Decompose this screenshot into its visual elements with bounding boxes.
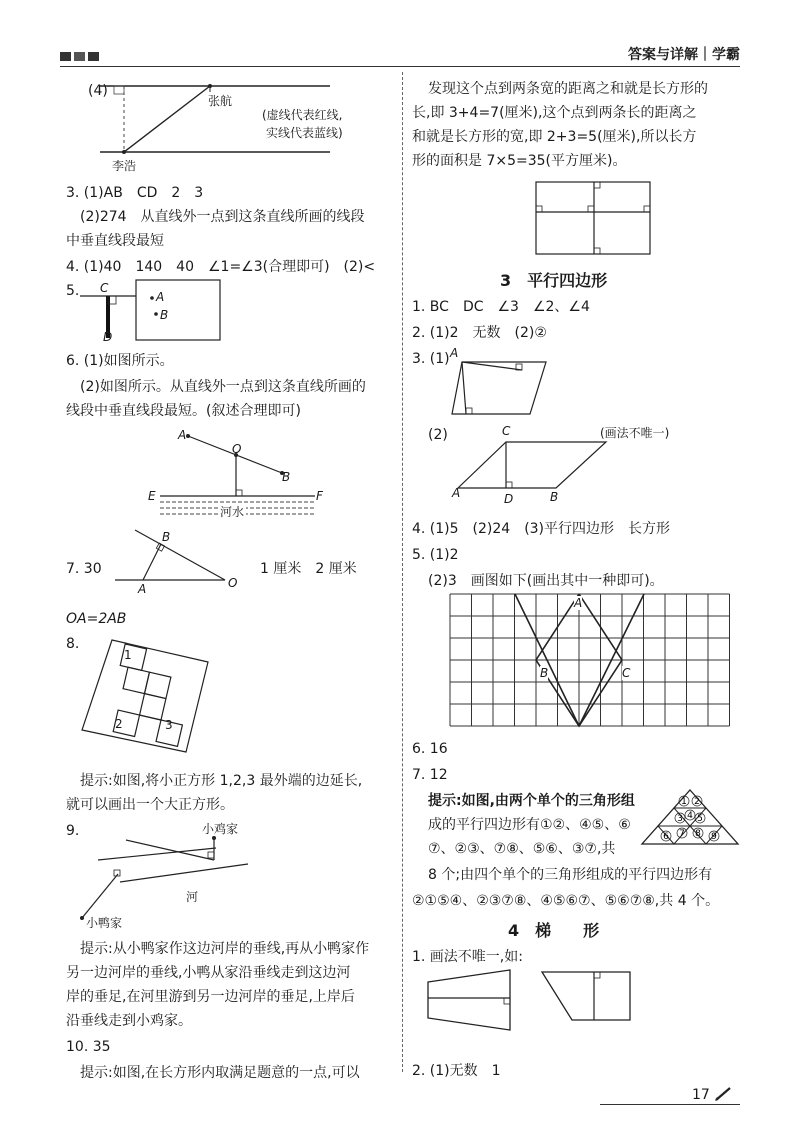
q7-label-b: B — [162, 530, 171, 544]
footer-rule — [600, 1104, 740, 1105]
section-4-title: 4 梯 形 — [508, 921, 600, 940]
r7-triangle — [640, 788, 740, 848]
cont-line2: 长,即 3+4=7(厘米),这个点到两条长的距离之 — [412, 105, 697, 121]
q6-label-b: B — [282, 470, 291, 484]
t1: 1. 画法不唯一,如: — [412, 949, 523, 965]
column-divider — [402, 72, 403, 1072]
tri-number: 5 — [697, 814, 703, 824]
r7-num: 7. 12 — [412, 767, 448, 783]
r7-hint1: 提示:如图,由两个单个的三角形组 — [428, 793, 635, 809]
q9-hint4: 沿垂线走到小鸡家。 — [66, 1013, 192, 1029]
r2: 2. (1)2 无数 (2)② — [412, 325, 547, 341]
q9-hint1: 提示:从小鸭家作这边河岸的垂线,再从小鸭家作 — [80, 941, 370, 957]
q7-figure — [115, 530, 245, 590]
r5-line1: 5. (1)2 — [412, 547, 459, 563]
r3-para2 — [456, 438, 616, 498]
pencil-icon — [714, 1086, 734, 1102]
q3-line3: 中垂直线段最短 — [66, 233, 164, 249]
q7-label-a: A — [138, 582, 147, 596]
r3-note: (画法不唯一) — [600, 426, 670, 440]
r5-label-a: A — [574, 596, 583, 610]
r3-label-a2: A — [452, 486, 461, 500]
rect-figure — [534, 180, 654, 260]
q10-num: 10. 35 — [66, 1039, 111, 1055]
q9-hint2: 另一边河岸的垂线,小鸭从家沿垂线走到这边河 — [66, 965, 351, 981]
trapezoid-2 — [540, 970, 640, 1030]
q6-label-o: O — [232, 442, 242, 456]
q5-label-c: C — [100, 281, 109, 295]
tri-number: 8 — [695, 829, 701, 839]
q5-num: 5. — [66, 283, 80, 299]
r5-line2: (2)3 画图如下(画出其中一种即可)。 — [428, 573, 664, 589]
q8-square-3: 3 — [165, 718, 173, 732]
tri-number: 2 — [694, 797, 700, 807]
q6-river: 河水 — [220, 505, 245, 519]
r5-grid — [450, 594, 735, 729]
q3-line2: (2)274 从直线外一点到这条直线所画的线段 — [80, 209, 365, 225]
r7-hint3: ⑦、②③、⑦⑧、⑤⑥、③⑦,共 — [428, 841, 616, 857]
header-title: 答案与详解｜学霸 — [628, 47, 740, 63]
q6-line1: 6. (1)如图所示。 — [66, 353, 174, 369]
tri-number: 7 — [679, 829, 685, 839]
q8-square-1: 1 — [124, 648, 132, 662]
r5-label-c: C — [622, 666, 631, 680]
header-rule — [60, 66, 740, 67]
r4: 4. (1)5 (2)24 (3)平行四边形 长方形 — [412, 521, 671, 537]
q6-label-e: E — [148, 489, 156, 503]
q7-eq: OA=2AB — [66, 611, 127, 627]
q4-4-note2: 实线代表蓝线) — [266, 126, 343, 140]
q5-label-d: D — [103, 330, 113, 344]
q5-label-a: A — [156, 290, 165, 304]
r3-label-b: B — [550, 490, 559, 504]
q4-line1: 4. (1)40 140 40 ∠1=∠3(合理即可) (2)< — [66, 259, 376, 275]
q5-label-b: B — [160, 308, 169, 322]
q9-num: 9. — [66, 823, 80, 839]
r7-hint2: 成的平行四边形有①②、④⑤、⑥ — [428, 817, 631, 833]
q8-hint2: 就可以画出一个大正方形。 — [66, 797, 234, 813]
r3-label-c: C — [502, 424, 511, 438]
q4-4-note1: (虚线代表红线, — [262, 108, 343, 122]
q4-4-li: 李浩 — [112, 159, 137, 173]
q9-duck-home: 小鸭家 — [86, 916, 123, 930]
r3-label-d: D — [504, 492, 514, 506]
section-3-title: 3 平行四边形 — [500, 271, 608, 290]
r6: 6. 16 — [412, 741, 448, 757]
q6-line3: 线段中垂直线段最短。(叙述合理即可) — [66, 403, 301, 419]
header-decoration — [60, 52, 99, 61]
page-number: 17 — [692, 1087, 710, 1103]
cont-line3: 和就是长方形的宽,即 2+3=5(厘米),所以长方 — [412, 129, 697, 145]
r7-hint5: ②①⑤④、②③⑦⑧、④⑤⑥⑦、⑤⑥⑦⑧,共 4 个。 — [412, 893, 720, 909]
q7-label-o: O — [228, 576, 238, 590]
r7-hint4: 8 个;由四个单个的三角形组成的平行四边形有 — [428, 867, 713, 883]
q7-num: 7. 30 — [66, 561, 102, 577]
r1: 1. BC DC ∠3 ∠2、∠4 — [412, 299, 590, 315]
q4-4-zhang: 张航 — [208, 94, 233, 108]
cont-line1: 发现这个点到两条宽的距离之和就是长方形的 — [428, 81, 708, 97]
r5-label-b: B — [540, 666, 549, 680]
q7-units: 1 厘米 2 厘米 — [260, 561, 357, 577]
q10-hint: 提示:如图,在长方形内取满足题意的一点,可以 — [80, 1065, 360, 1081]
q9-chick-home: 小鸡家 — [202, 822, 239, 836]
r3-num: 3. (1) — [412, 351, 450, 367]
cont-line4: 形的面积是 7×5=35(平方厘米)。 — [412, 153, 627, 169]
q4-4-figure — [100, 80, 400, 180]
q6-line2: (2)如图所示。从直线外一点到这条直线所画的 — [80, 379, 366, 395]
tri-number: 6 — [663, 832, 669, 842]
t2: 2. (1)无数 1 — [412, 1063, 501, 1079]
r3-label-a: A — [450, 346, 459, 360]
tri-number: 9 — [711, 832, 717, 842]
q3-line1: 3. (1)AB CD 2 3 — [66, 185, 204, 201]
q9-river: 河 — [186, 890, 199, 904]
q6-label-f: F — [316, 489, 323, 503]
q8-hint1: 提示:如图,将小正方形 1,2,3 最外端的边延长, — [80, 773, 363, 789]
q9-hint3: 岸的垂足,在河里游到另一边河岸的垂足,上岸后 — [66, 989, 355, 1005]
r3-part2: (2) — [428, 427, 448, 443]
r3-para1 — [450, 352, 560, 422]
q6-label-a: A — [178, 428, 187, 442]
q8-num: 8. — [66, 636, 80, 652]
q4-4-num: (4) — [88, 83, 108, 99]
q8-figure — [78, 636, 218, 756]
tri-number: 4 — [687, 811, 693, 821]
trapezoid-1 — [426, 968, 516, 1038]
q8-square-2: 2 — [115, 717, 123, 731]
tri-number: 3 — [677, 814, 683, 824]
tri-number: 1 — [681, 797, 687, 807]
